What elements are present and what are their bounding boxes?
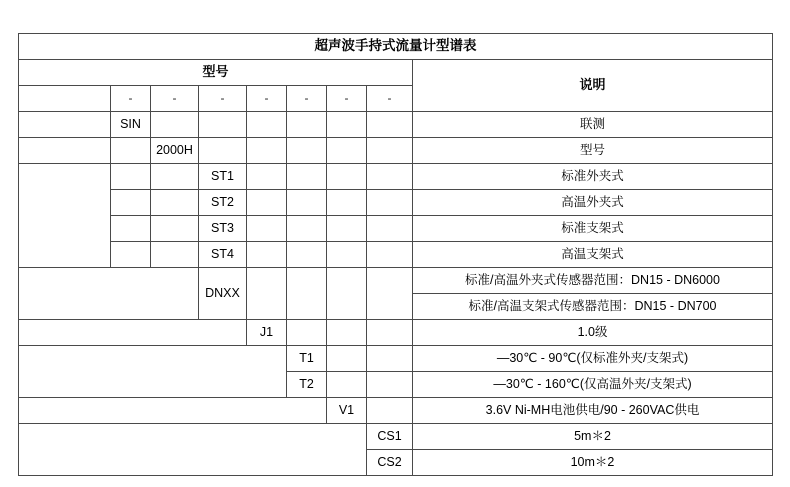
empty-cell [367,138,413,164]
row-desc-accuracy-grade: 1.0级 [413,320,773,346]
empty-cell [287,112,327,138]
row-code-accuracy-grade: J1 [247,320,287,346]
dash-cell: - [151,86,199,112]
row-desc-cable-cs2: 10m＊2 [413,450,773,476]
row-label-cable-length: 线缆长度 [19,424,367,476]
table-row [19,164,773,190]
table-row [19,242,773,268]
empty-cell [287,164,327,190]
empty-cell [199,138,247,164]
row-label-nominal-diameter: 公称通径 [19,268,199,320]
row-desc-nominal-diameter-line2: 标准/高温支架式传感器范围：DN15 - DN700 [413,294,773,320]
dash-cell: - [111,86,151,112]
empty-cell [151,112,199,138]
empty-cell [367,346,413,372]
empty-cell [327,320,367,346]
dash-cell: - [287,86,327,112]
row-desc-sensor-st3: 标准支架式 [413,216,773,242]
row-code-temp-t1: T1 [287,346,327,372]
empty-cell [327,138,367,164]
table-row [19,138,773,164]
empty-cell [151,242,199,268]
table-row [19,34,773,60]
empty-cell [247,190,287,216]
empty-cell [151,164,199,190]
empty-cell [247,138,287,164]
empty-cell [327,216,367,242]
row-label-model: 型号 [19,138,111,164]
row-desc-company-name: 联测 [413,112,773,138]
empty-cell [327,242,367,268]
empty-cell [367,242,413,268]
empty-cell [247,216,287,242]
empty-cell [327,164,367,190]
empty-cell [327,372,367,398]
empty-cell [151,190,199,216]
empty-cell [327,268,367,320]
empty-cell [327,112,367,138]
header-desc-label: 说明 [413,60,773,112]
row-code-sensor-st3: ST3 [199,216,247,242]
empty-cell [367,190,413,216]
row-code-sensor-st1: ST1 [199,164,247,190]
row-desc-cable-cs1: 5m＊2 [413,424,773,450]
table-row [19,216,773,242]
empty-cell [287,190,327,216]
empty-cell [367,112,413,138]
empty-cell [367,164,413,190]
table-row [19,320,773,346]
row-code-cable-cs2: CS2 [367,450,413,476]
row-code-model: 2000H [151,138,199,164]
table-row [19,268,773,294]
empty-cell [367,268,413,320]
empty-cell [111,216,151,242]
empty-cell [111,138,151,164]
empty-cell [367,372,413,398]
empty-cell [247,242,287,268]
empty-cell [199,112,247,138]
dash-cell: - [367,86,413,112]
row-code-nominal-diameter: DNXX [199,268,247,320]
empty-cell [111,190,151,216]
table-row [19,190,773,216]
row-desc-sensor-st4: 高温支架式 [413,242,773,268]
dash-cell-spacer [19,86,111,112]
row-desc-temp-t2: —30℃ - 160℃(仅高温外夹/支架式) [413,372,773,398]
row-label-accuracy-grade: 精度等级 [19,320,247,346]
row-desc-temp-t1: —30℃ - 90℃(仅标准外夹/支架式) [413,346,773,372]
row-label-sensor-type: 传感器类型 [19,164,111,268]
row-code-sensor-st4: ST4 [199,242,247,268]
table-row [19,346,773,372]
table-row [19,60,773,86]
table-row [19,398,773,424]
row-code-temp-t2: T2 [287,372,327,398]
empty-cell [327,190,367,216]
dash-cell: - [327,86,367,112]
row-code-power-supply: V1 [327,398,367,424]
spec-table [18,33,773,476]
row-desc-power-supply: 3.6V Ni-MH电池供电/90 - 260VAC供电 [413,398,773,424]
header-model-label: 型号 [19,60,413,86]
empty-cell [287,320,327,346]
empty-cell [367,320,413,346]
dash-cell: - [199,86,247,112]
empty-cell [327,346,367,372]
empty-cell [287,138,327,164]
row-label-company-name: 公司名称 [19,112,111,138]
empty-cell [247,164,287,190]
empty-cell [247,112,287,138]
empty-cell [111,242,151,268]
row-code-sensor-st2: ST2 [199,190,247,216]
row-desc-model: 型号 [413,138,773,164]
row-desc-nominal-diameter-line1: 标准/高温外夹式传感器范围：DN15 - DN6000 [413,268,773,294]
table-row [19,112,773,138]
empty-cell [287,268,327,320]
empty-cell [151,216,199,242]
row-label-power-supply: 供电电源 [19,398,327,424]
dash-cell: - [247,86,287,112]
table-row [19,424,773,450]
empty-cell [367,216,413,242]
empty-cell [247,268,287,320]
empty-cell [367,398,413,424]
row-code-cable-cs1: CS1 [367,424,413,450]
row-desc-sensor-st1: 标准外夹式 [413,164,773,190]
empty-cell [287,216,327,242]
row-desc-sensor-st2: 高温外夹式 [413,190,773,216]
row-label-temperature-grade: 耐温等级 [19,346,287,398]
row-code-company-name: SIN [111,112,151,138]
page-title: 超声波手持式流量计型谱表 [19,34,773,60]
empty-cell [287,242,327,268]
empty-cell [111,164,151,190]
